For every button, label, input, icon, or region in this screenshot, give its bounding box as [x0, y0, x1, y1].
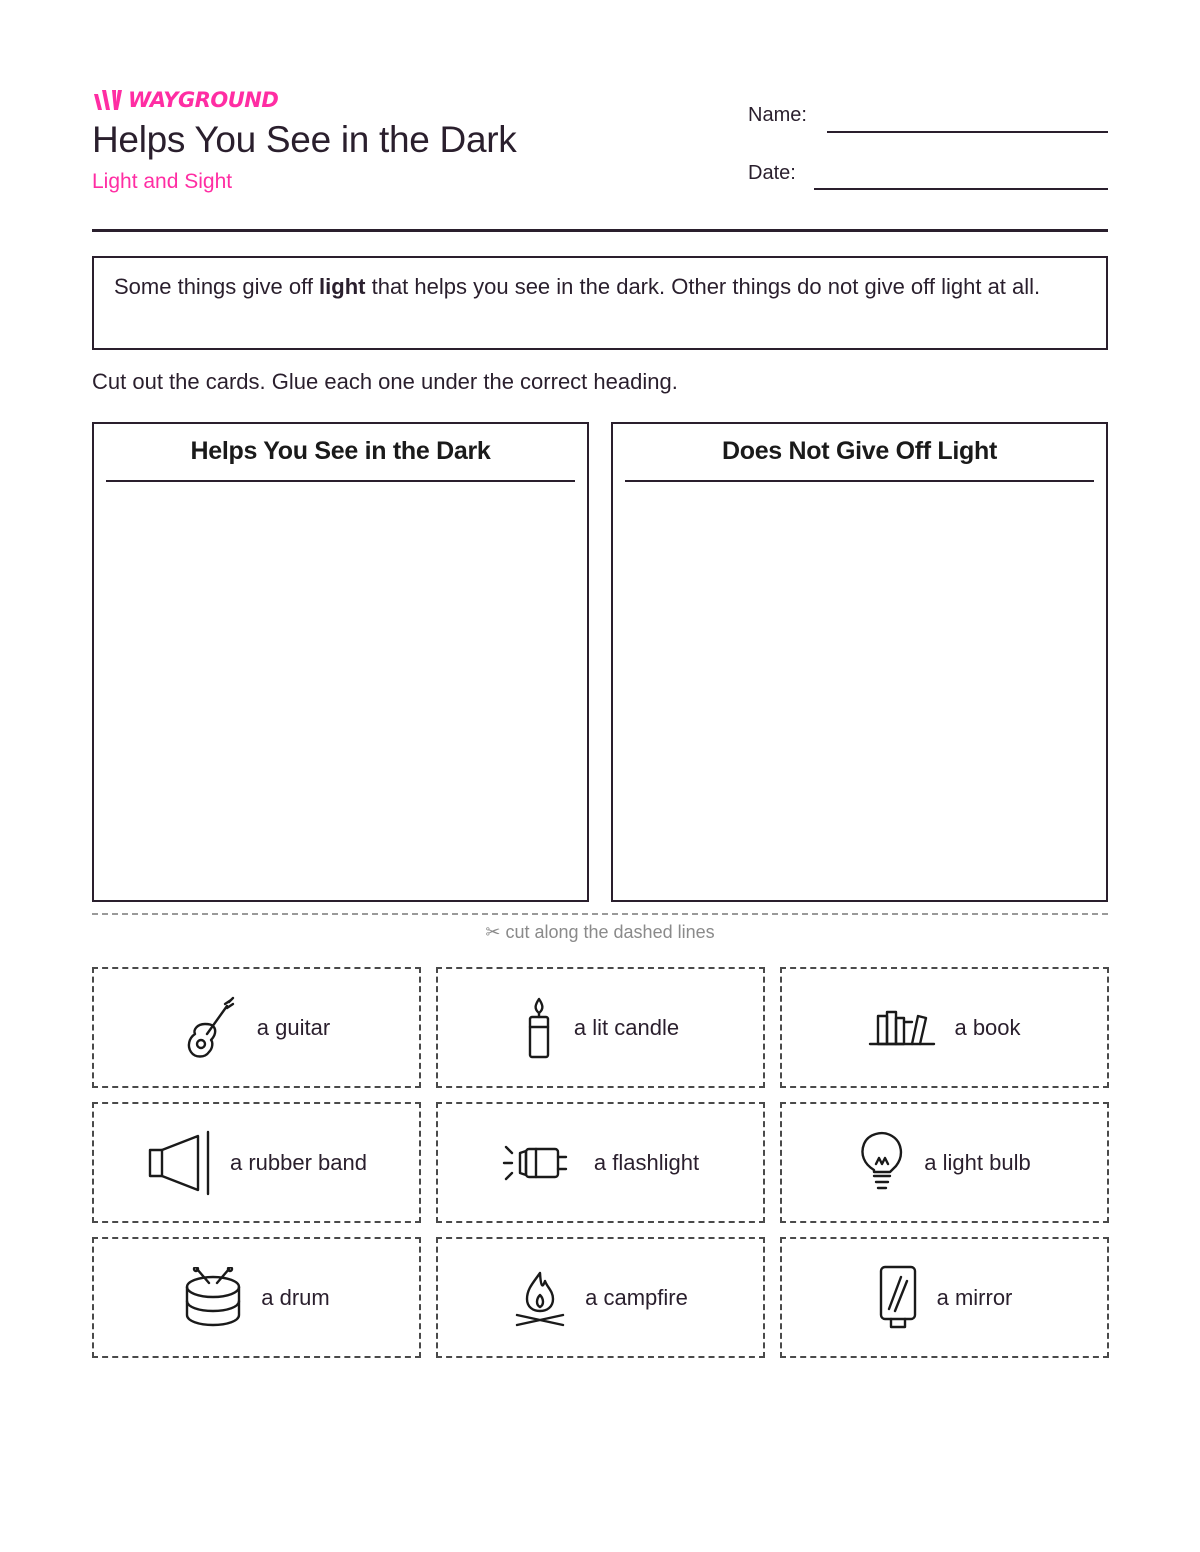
- mirror-icon: [877, 1265, 919, 1331]
- sort-heading-no-light: Does Not Give Off Light: [625, 437, 1094, 482]
- drum-icon: [183, 1267, 243, 1329]
- card-guitar[interactable]: [92, 967, 421, 1088]
- card-lit-candle[interactable]: [436, 967, 765, 1088]
- card-label: a book: [954, 1014, 1021, 1040]
- card-light-bulb[interactable]: [780, 1102, 1109, 1223]
- intro-text-end: that helps you see in the dark. Other things do not give off light at all.: [365, 274, 1041, 299]
- light-bulb-icon: [858, 1130, 906, 1196]
- instructions: Cut out the cards. Glue each one under the correct heading.: [92, 369, 678, 394]
- card-rubber-band[interactable]: [92, 1102, 421, 1223]
- name-field: [748, 104, 807, 127]
- page-subtitle: Light and Sight: [92, 170, 233, 193]
- name-input-line[interactable]: [827, 131, 1108, 133]
- name-label: Name:: [748, 104, 807, 126]
- card-flashlight[interactable]: [436, 1102, 765, 1223]
- card-label: a guitar: [256, 1014, 331, 1040]
- sort-column-helps-see[interactable]: [92, 422, 589, 902]
- card-mirror[interactable]: [780, 1237, 1109, 1358]
- card-label: a drum: [261, 1284, 330, 1310]
- intro-box: [92, 256, 1108, 350]
- cut-divider: [92, 913, 1108, 915]
- brand-logo: [92, 87, 278, 113]
- sort-heading-helps-see: Helps You See in the Dark: [106, 437, 575, 482]
- date-label: Date:: [748, 162, 796, 184]
- card-label: a light bulb: [924, 1149, 1031, 1175]
- header-divider: [92, 229, 1108, 232]
- intro-keyword: light: [319, 274, 366, 299]
- books-icon: [868, 1008, 936, 1048]
- card-label: a rubber band: [230, 1149, 367, 1175]
- rubber-band-icon: [146, 1128, 212, 1198]
- card-label: a campfire: [585, 1284, 688, 1310]
- card-label: a flashlight: [593, 1149, 700, 1175]
- candle-icon: [522, 995, 556, 1061]
- cut-note: ✂ cut along the dashed lines: [485, 922, 715, 942]
- brand-logo-icon: [92, 88, 124, 112]
- brand-name: WAYGROUND: [128, 88, 279, 112]
- guitar-icon: [183, 994, 239, 1062]
- flashlight-icon: [502, 1141, 576, 1185]
- sort-column-no-light[interactable]: [611, 422, 1108, 902]
- page-title: Helps You See in the Dark: [92, 119, 517, 160]
- date-input-line[interactable]: [814, 188, 1108, 190]
- card-drum[interactable]: [92, 1237, 421, 1358]
- campfire-icon: [513, 1269, 567, 1327]
- card-label: a mirror: [936, 1284, 1013, 1310]
- card-campfire[interactable]: [436, 1237, 765, 1358]
- date-field: [748, 162, 796, 185]
- card-book[interactable]: [780, 967, 1109, 1088]
- card-label: a lit candle: [573, 1014, 680, 1040]
- intro-text-start: Some things give off: [114, 274, 320, 299]
